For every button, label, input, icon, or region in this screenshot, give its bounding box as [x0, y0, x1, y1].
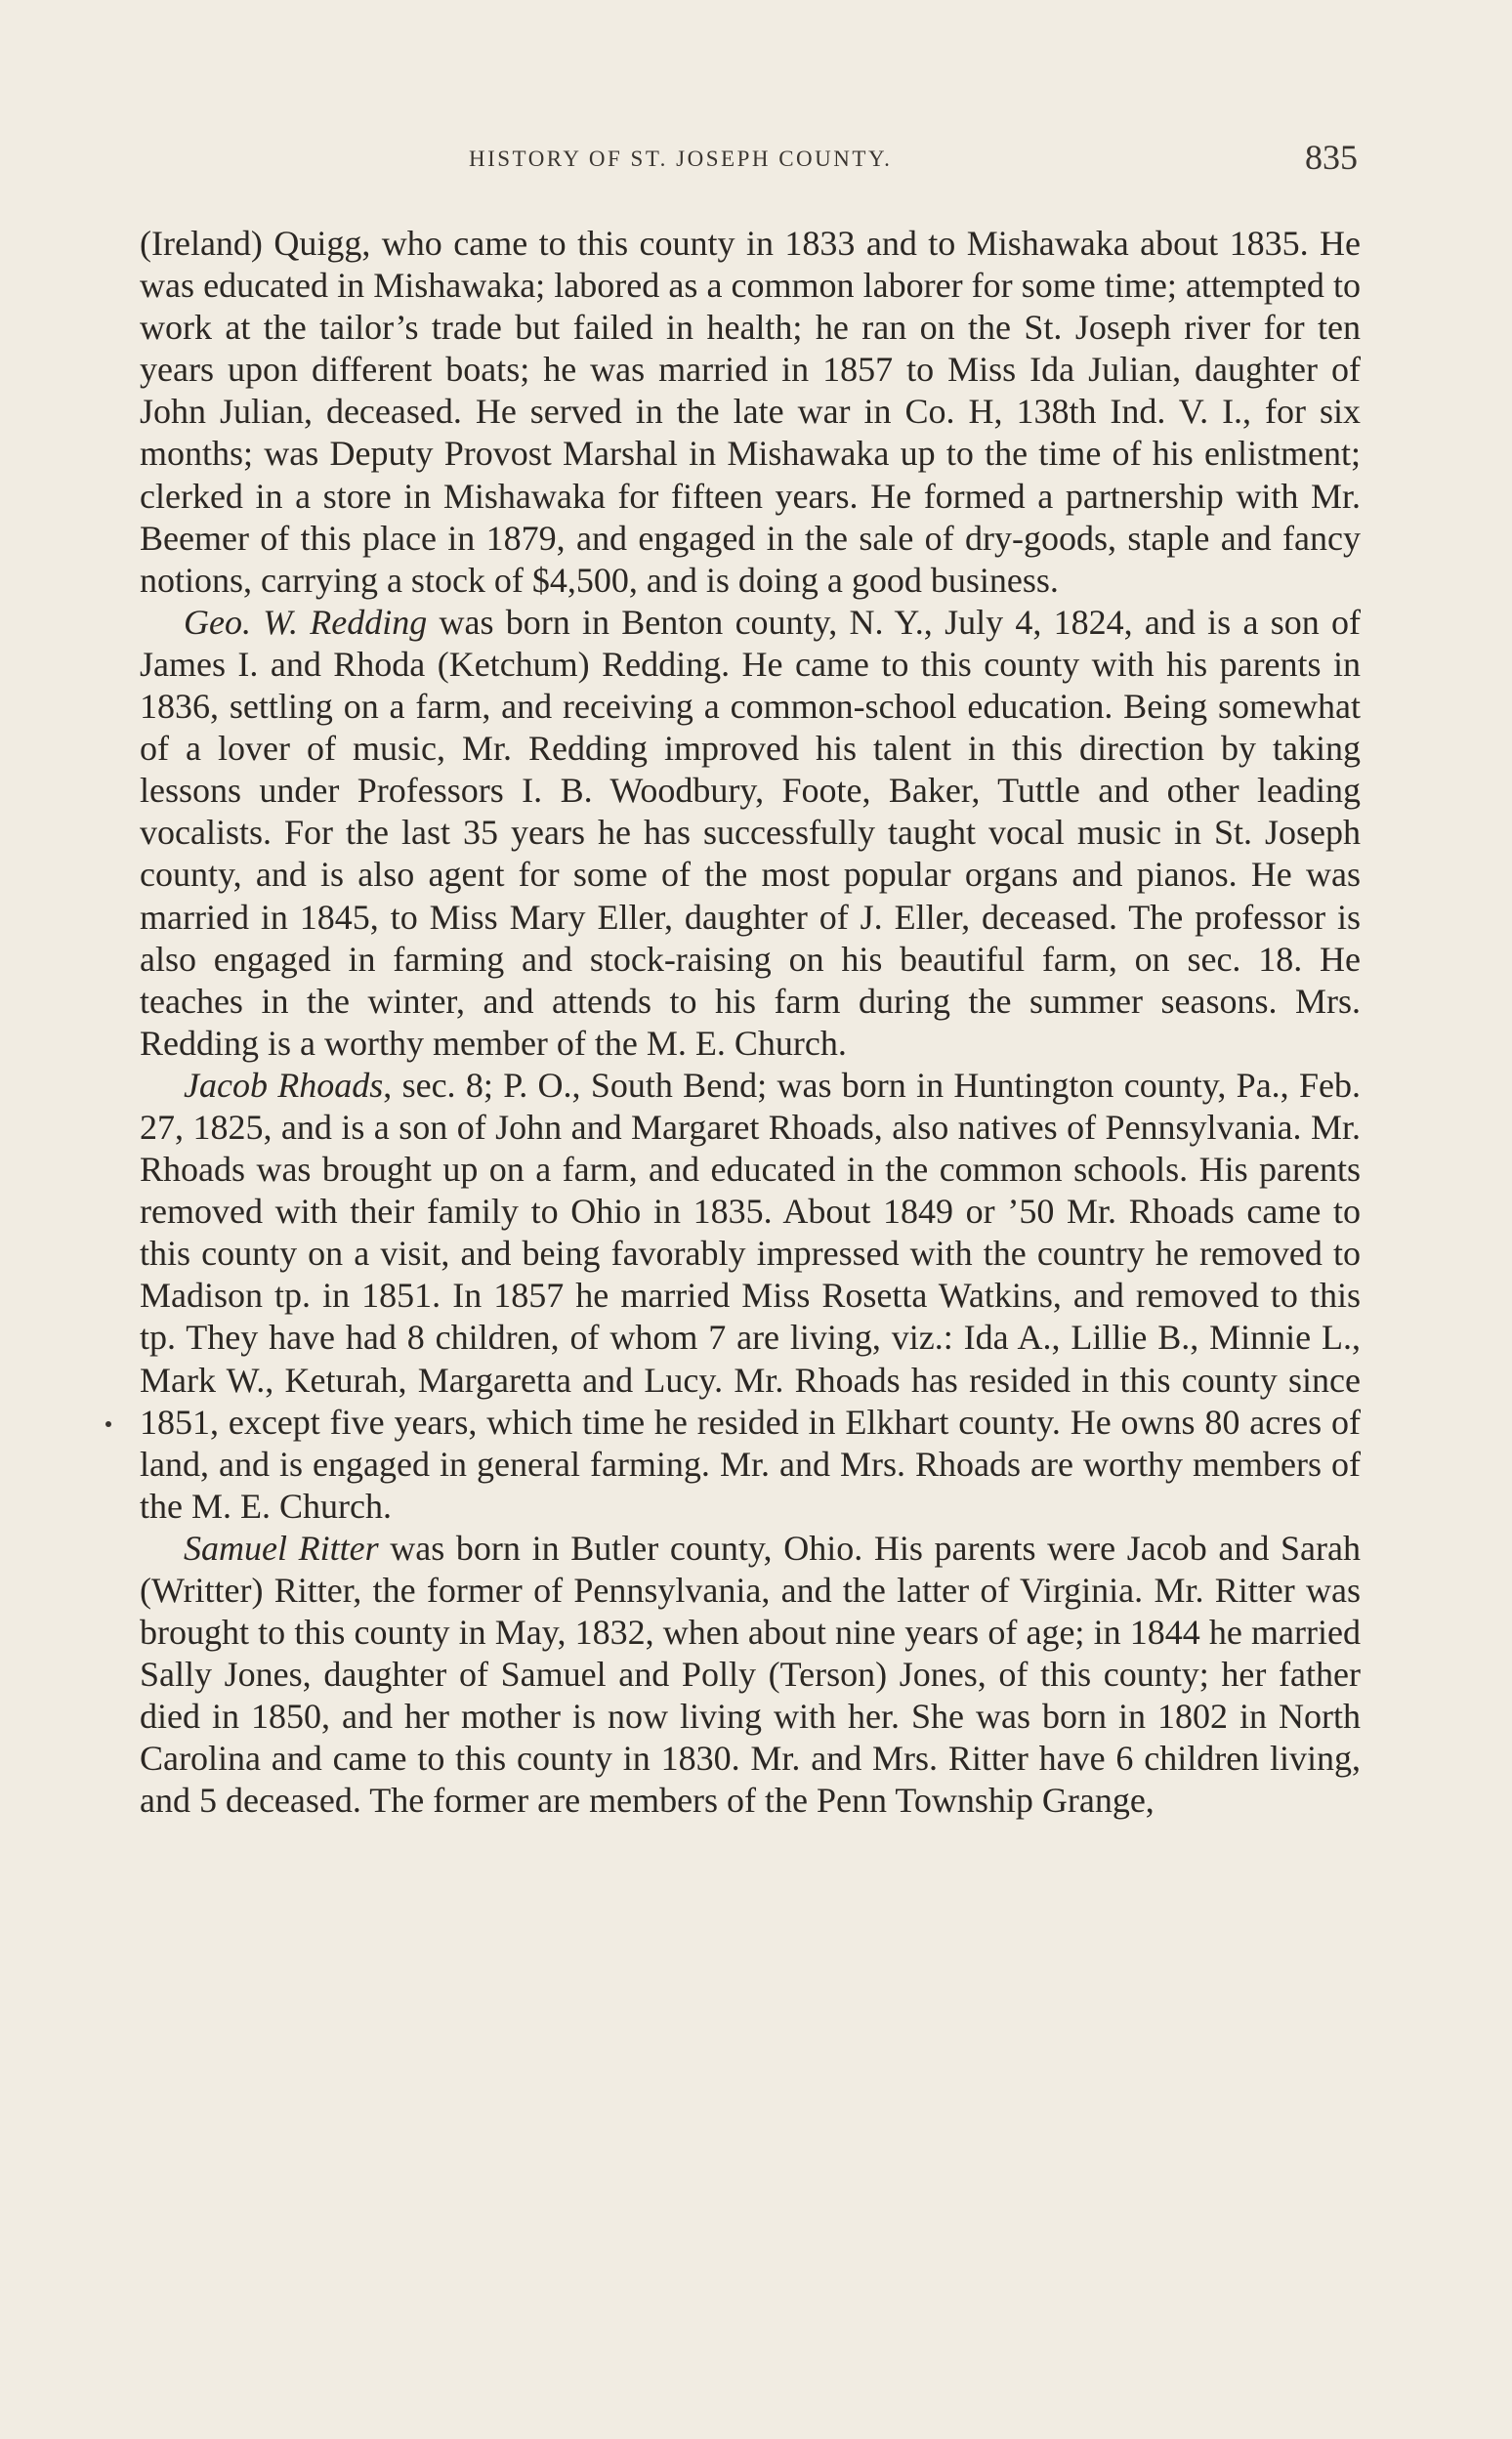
running-title: HISTORY OF ST. JOSEPH COUNTY.: [469, 147, 893, 171]
paragraph-ritter: [140, 1528, 1361, 1823]
paragraph-text: , sec. 8; P. O., South Bend; was born in Huntington county, Pa., Feb. 27, 1825, and is a son of John and Margaret Rhoads, also natives of Pennsylvania. Mr. Rhoads was brought up on a farm, and educated in the common schools. His parents removed with their family to Ohio in 1835. About 1849 or ’50 Mr. Rhoads came to this county on a visit, and being favorably impressed with the country he removed to Madison tp. in 1851. In 1857 he married Miss Rosetta Watkins, and removed to this tp. They have had 8 children, of whom 7 are living, viz.: Ida A., Lillie B., Minnie L., Mark W., Keturah, Margaretta and Lucy. Mr. Rhoads has resided in this county since 1851, except five years, which time he resided in Elkhart county. He owns 80 acres of land, and is engaged in general farming. Mr. and Mrs. Rhoads are worthy members of the M. E. Church.: [140, 1065, 1361, 1526]
biography-name: Samuel Ritter: [184, 1528, 379, 1568]
paragraph-rhoads: [140, 1065, 1361, 1528]
paragraph-text: was born in Butler county, Ohio. His parents were Jacob and Sarah (Writter) Ritter, the former of Pennsylvania, and the latter of Virginia. Mr. Ritter was brought to this county in May, 1832, when about nine years of age; in 1844 he married Sally Jones, daughter of Samuel and Polly (Terson) Jones, of this county; her father died in 1850, and her mother is now living with her. She was born in 1802 in North Carolina and came to this county in 1830. Mr. and Mrs. Ritter have 6 children living, and 5 deceased. The former are members of the Penn Township Grange,: [140, 1528, 1361, 1821]
paragraph-quigg: [140, 223, 1361, 602]
body-text: [140, 223, 1361, 1823]
paragraph-text: was born in Benton county, N. Y., July 4, 1824, and is a son of James I. and Rhoda (Ketchum) Redding. He came to this county with his parents in 1836, settling on a farm, and receiving a common-school education. Being somewhat of a lover of music, Mr. Redding improved his talent in this direction by taking lessons under Professors I. B. Woodbury, Foote, Baker, Tuttle and other leading vocalists. For the last 35 years he has successfully taught vocal music in St. Joseph county, and is also agent for some of the most popular organs and pianos. He was married in 1845, to Miss Mary Eller, daughter of J. Eller, deceased. The professor is also engaged in farming and stock-raising on his beautiful farm, on sec. 18. He teaches in the winter, and attends to his farm during the summer seasons. Mrs. Redding is a worthy member of the M. E. Church.: [140, 602, 1362, 1063]
paragraph-text: (Ireland) Quigg, who came to this county in 1833 and to Mishawaka about 1835. He was educated in Mishawaka; labored as a common laborer for some time; attempted to work at the tailor’s trade but failed in health; he ran on the St. Joseph river for ten years upon different boats; he was married in 1857 to Miss Ida Julian, daughter of John Julian, deceased. He served in the late war in Co. H, 138th Ind. V. I., for six months; was Deputy Provost Marshal in Mishawaka up to the time of his enlistment; clerked in a store in Mishawaka for fifteen years. He formed a partnership with Mr. Beemer of this place in 1879, and engaged in the sale of dry-goods, staple and fancy notions, carrying a stock of $4,500, and is doing a good business.: [140, 224, 1361, 600]
biography-name: Jacob Rhoads: [184, 1065, 384, 1105]
biography-name: Geo. W. Redding: [184, 602, 428, 642]
page-number: 835: [1305, 138, 1358, 177]
running-head: [142, 137, 1358, 176]
paragraph-redding: [140, 602, 1361, 1065]
margin-mark: [105, 1421, 111, 1427]
